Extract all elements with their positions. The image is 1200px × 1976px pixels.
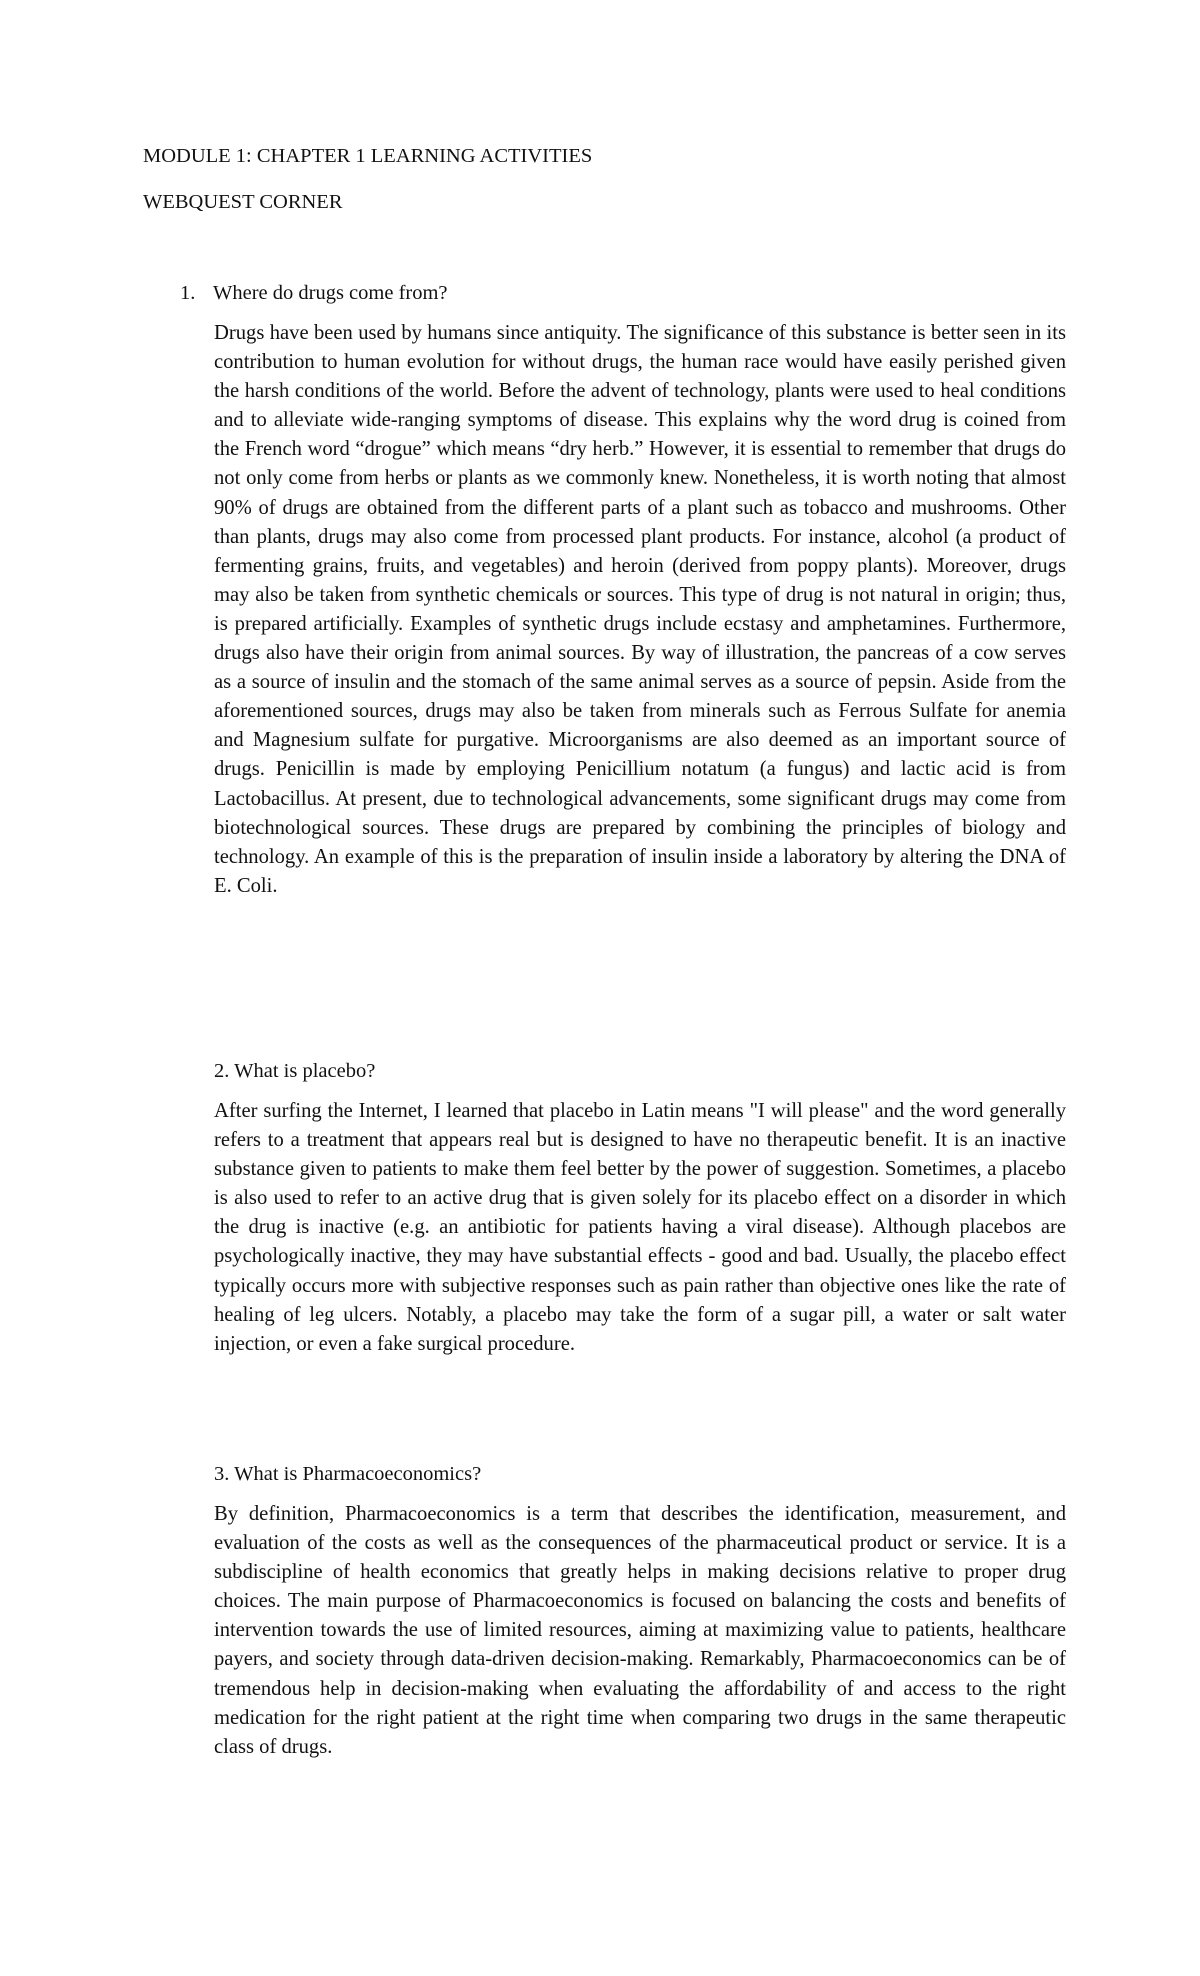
answer-1-paragraph: Drugs have been used by humans since antiquity. The significance of this substance is better seen in its contribution to human evolution for without drugs, the human race would have easily perished given the harsh conditions of the world. Before the advent of technology, plants were used to heal conditions and to alleviate wide-ranging symptoms of disease. This explains why the word drug is coined from the French word “drogue” which means “dry herb.” However, it is essential to remember that drugs do not only come from herbs or plants as we commonly knew. Nonetheless, it is worth noting that almost 90% of drugs are obtained from the different parts of a plant such as tobacco and mushrooms. Other than plants, drugs may also come from processed plant products. For instance, alcohol (a product of fermenting grains, fruits, and vegetables) and heroin (derived from poppy plants). Moreover, drugs may also be taken from synthetic chemicals or sources. This type of drug is not natural in origin; thus, is prepared artificially. Examples of synthetic drugs include ecstasy and amphetamines. Furthermore, drugs also have their origin from animal sources. By way of illustration, the pancreas of a cow serves as a source of insulin and the stomach of the same animal serves as a source of pepsin. Aside from the aforementioned sources, drugs may also be taken from minerals such as Ferrous Sulfate for anemia and Magnesium sulfate for purgative. Microorganisms are also deemed as an important source of drugs. Penicillin is made by employing Penicillium notatum (a fungus) and lactic acid is from Lactobacillus. At present, due to technological advancements, some significant drugs may come from biotechnological sources. These drugs are prepared by combining the principles of biology and technology. An example of this is the preparation of insulin inside a laboratory by altering the DNA of E. Coli.: [214, 322, 1066, 897]
question-2-heading: 2. What is placebo?: [214, 1060, 376, 1082]
section-title: WEBQUEST CORNER: [143, 191, 343, 213]
question-1-number: 1.: [180, 282, 196, 304]
question-1-heading: [180, 283, 448, 304]
question-1-text: Where do drugs come from?: [213, 282, 448, 304]
question-3-heading: 3. What is Pharmacoeconomics?: [214, 1463, 482, 1485]
answer-2-paragraph: After surfing the Internet, I learned that placebo in Latin means "I will please" and the word generally refers to a treatment that appears real but is designed to have no therapeutic benefit. It is an inactive substance given to patients to make them feel better by the power of suggestion. Sometimes, a placebo is also used to refer to an active drug that is given solely for its placebo effect on a disorder in which the drug is inactive (e.g. an antibiotic for patients having a viral disease). Although placebos are psychologically inactive, they may have substantial effects - good and bad. Usually, the placebo effect typically occurs more with subjective responses such as pain rather than objective ones like the rate of healing of leg ulcers. Notably, a placebo may take the form of a sugar pill, a water or salt water injection, or even a fake surgical procedure.: [214, 1100, 1066, 1355]
answer-3-paragraph: By definition, Pharmacoeconomics is a term that describes the identification, measurement, and evaluation of the costs as well as the consequences of the pharmaceutical product or service. It is a subdiscipline of health economics that greatly helps in making decisions relative to proper drug choices. The main purpose of Pharmacoeconomics is focused on balancing the costs and benefits of intervention towards the use of limited resources, aiming at maximizing value to patients, healthcare payers, and society through data-driven decision-making. Remarkably, Pharmacoeconomics can be of tremendous help in decision-making when evaluating the affordability of and access to the right medication for the right patient at the right time when comparing two drugs in the same therapeutic class of drugs.: [214, 1503, 1066, 1758]
module-title: MODULE 1: CHAPTER 1 LEARNING ACTIVITIES: [143, 145, 593, 167]
